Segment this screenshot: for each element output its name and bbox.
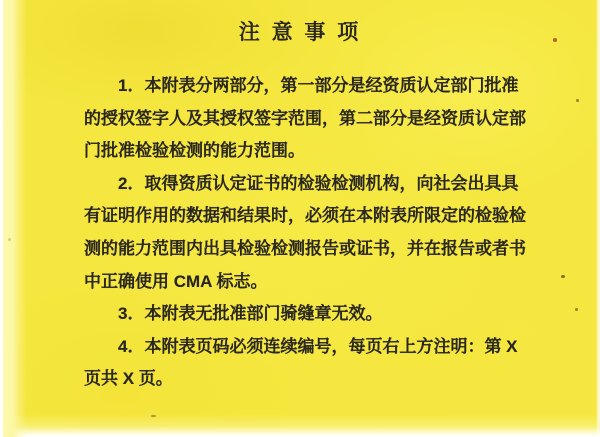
dust-speck [561, 275, 565, 278]
text-line: 3．本附表无批准部门骑缝章无效。 [118, 304, 383, 324]
red-speck [553, 38, 557, 42]
text-line: 的授权签字人及其授权签字范围，第二部分是经资质认定部 [84, 108, 526, 128]
notice-body [84, 70, 524, 396]
text-line: 门批准检验检测的能力范围。 [84, 141, 305, 161]
text-line: 1．本附表分两部分，第一部分是经资质认定部门批准 [118, 76, 519, 95]
text-line: 2．取得资质认定证书的检验检测机构，向社会出具具 [118, 173, 519, 193]
dust-speck [576, 99, 579, 102]
dust-speck [151, 415, 156, 417]
text-line: 4．本附表页码必须连续编号，每页右上方注明：第 X [118, 336, 518, 356]
text-line: 测的能力范围内出具检验检测报告或证书，并在报告或者书 [84, 238, 526, 258]
text-line: 中正确使用 CMA 标志。 [84, 271, 268, 291]
text-line: 页共 X 页。 [84, 369, 173, 389]
dust-speck [8, 238, 11, 241]
text-line: 有证明作用的数据和结果时，必须在本附表所限定的检验检 [84, 206, 526, 226]
dust-speck [575, 308, 578, 311]
page-title: 注 意 事 项 [238, 21, 362, 44]
